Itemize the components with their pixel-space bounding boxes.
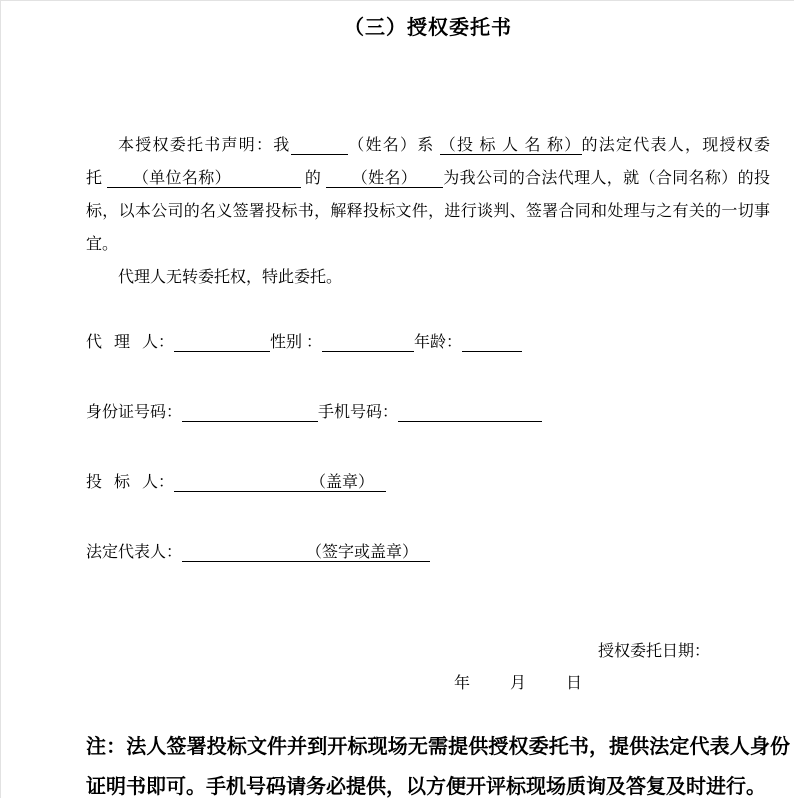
blank-underline bbox=[418, 544, 430, 562]
text-segment: 手机号码： bbox=[318, 404, 399, 421]
blank-underline bbox=[174, 474, 310, 492]
bidder-seal-row bbox=[86, 466, 770, 499]
underlined-text: （签字或盖章） bbox=[306, 544, 419, 561]
blank-underline bbox=[322, 334, 414, 352]
blank-underline bbox=[174, 334, 270, 352]
text-segment: 代 理 人： bbox=[86, 334, 175, 351]
blank-underline bbox=[374, 474, 386, 492]
underlined-text: （投 标 人 名 称） bbox=[439, 137, 582, 154]
no-delegation-paragraph: 代理人无转委托权，特此委托。 bbox=[118, 269, 343, 286]
document-title: （三）授权委托书 bbox=[344, 17, 512, 39]
text-segment: 的 bbox=[300, 170, 326, 187]
note-paragraph: 注：法人签署投标文件并到开标现场无需提供授权委托书，提供法定代表人身份证明书即可。手机号码请务必提供，以方便开评标现场质询及答复及时进行。 bbox=[86, 736, 790, 798]
text-segment: 性别 ： bbox=[270, 334, 323, 351]
underlined-text: （单位名称） bbox=[106, 170, 301, 187]
authorization-date-label: 授权委托日期： bbox=[597, 643, 710, 660]
text-segment: 本授权委托书声明：我 bbox=[118, 137, 291, 154]
text-segment: 身份证号码： bbox=[86, 404, 183, 421]
id-number-phone-row bbox=[86, 396, 770, 429]
text-segment: 投 标 人： bbox=[86, 474, 175, 491]
legal-representative-signature-row bbox=[86, 536, 770, 569]
authorization-statement-paragraph bbox=[86, 129, 770, 261]
underlined-text: （盖章） bbox=[310, 474, 375, 491]
agent-name-gender-age-row bbox=[86, 326, 770, 359]
blank-underline bbox=[182, 544, 306, 562]
text-segment: 的法定代表人，现授权委托 bbox=[86, 137, 770, 187]
text-segment: 为我公司的合法代理人，就（合同名称）的投标，以本公司的名义签署投标书，解释投标文件，进行谈判、签署合同和处理与之有关的一切事宜。 bbox=[86, 170, 770, 253]
text-segment: 年龄： bbox=[414, 334, 463, 351]
underlined-text: （姓名） bbox=[325, 170, 444, 187]
text-segment: 法定代表人： bbox=[86, 544, 183, 561]
blank-underline bbox=[291, 137, 349, 155]
blank-underline bbox=[398, 404, 542, 422]
blank-underline bbox=[462, 334, 522, 352]
year-month-day-line: 年 月 日 bbox=[454, 675, 583, 692]
text-segment: （姓名）系 bbox=[348, 137, 440, 154]
blank-underline bbox=[182, 404, 318, 422]
